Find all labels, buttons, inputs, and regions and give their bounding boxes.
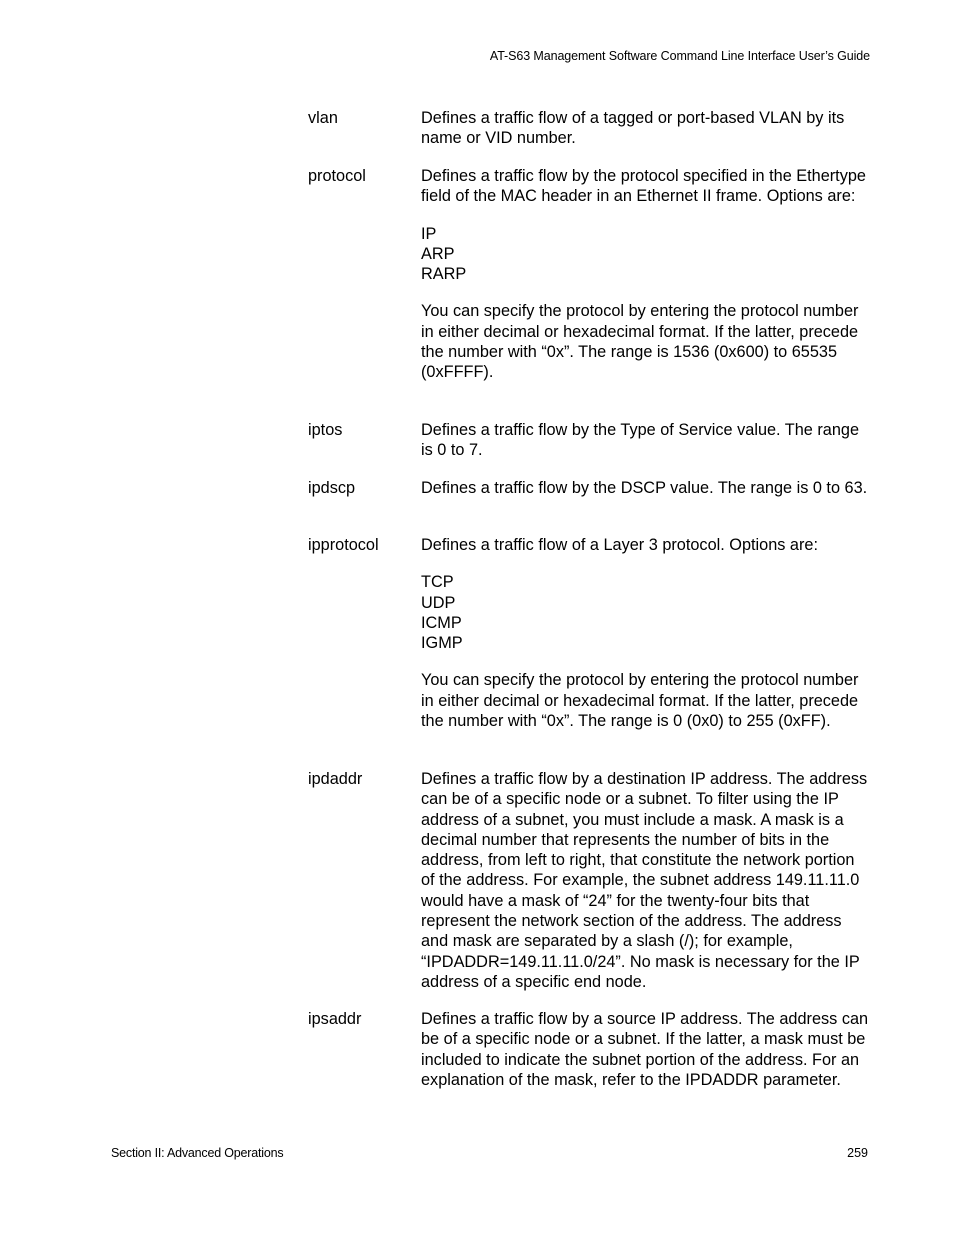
option-list bbox=[421, 572, 871, 653]
option-item: ARP bbox=[421, 244, 455, 263]
param-note: You can specify the protocol by entering the protocol number in either decimal or hexadecimal format. If the latter, precede the number with “0x”. The range is 0 (0x0) to 255 (0xFF). bbox=[421, 671, 859, 731]
param-name: iptos bbox=[308, 421, 343, 439]
param-name: protocol bbox=[308, 167, 366, 185]
param-name: ipdscp bbox=[308, 479, 356, 497]
param-ipsaddr bbox=[308, 1009, 888, 1090]
param-vlan bbox=[308, 108, 888, 149]
param-description-text: Defines a traffic flow by a destination IP address. The address can be of a specific node or a subnet. To filter using the IP address of a subnet, you must include a mask. A mask is a decimal number that represents the number of bits in the address, from left to right, that constitute the network portion of the address. For example, the subnet address 149.11.11.0 would have a mask of “24” for the twenty-four bits that represent the network section of the address. The address and mask are separated by a slash (/); for example, “IPDADDR=149.11.11.0/24”. No mask is necessary for the IP address of a specific end node. bbox=[421, 770, 868, 991]
param-iptos bbox=[308, 420, 888, 461]
param-description-text: Defines a traffic flow of a tagged or port-based VLAN by its name or VID number. bbox=[421, 109, 845, 148]
param-description bbox=[421, 166, 871, 383]
param-ipprotocol bbox=[308, 535, 888, 731]
param-description-text: Defines a traffic flow by the DSCP value. The range is 0 to 63. bbox=[421, 479, 868, 497]
param-name: ipsaddr bbox=[308, 1010, 362, 1028]
param-description-text: Defines a traffic flow by the protocol specified in the Ethertype field of the MAC header in an Ethernet II frame. Options are: bbox=[421, 167, 866, 206]
param-name: ipprotocol bbox=[308, 536, 379, 554]
param-description-text: Defines a traffic flow by a source IP address. The address can be of a specific node or a subnet. If the latter, a mask must be included to indicate the subnet portion of the address. For an explanation of the mask, refer to the IPDADDR parameter. bbox=[421, 1010, 869, 1089]
option-item: TCP bbox=[421, 573, 454, 592]
param-description-text: Defines a traffic flow of a Layer 3 protocol. Options are: bbox=[421, 536, 818, 554]
running-header: AT-S63 Management Software Command Line Interface User’s Guide bbox=[489, 49, 870, 63]
param-description bbox=[421, 478, 871, 498]
param-protocol bbox=[308, 166, 888, 383]
param-ipdaddr bbox=[308, 769, 888, 992]
page-number: 259 bbox=[847, 1146, 868, 1160]
param-name: vlan bbox=[308, 109, 338, 127]
param-description-text: Defines a traffic flow by the Type of Service value. The range is 0 to 7. bbox=[421, 421, 860, 460]
param-description bbox=[421, 535, 871, 731]
param-description bbox=[421, 1009, 871, 1090]
param-ipdscp bbox=[308, 478, 888, 498]
param-description bbox=[421, 108, 871, 149]
param-name: ipdaddr bbox=[308, 770, 363, 788]
option-item: IGMP bbox=[421, 634, 463, 653]
option-list bbox=[421, 224, 871, 285]
option-item: UDP bbox=[421, 593, 456, 612]
param-description bbox=[421, 769, 871, 992]
param-note: You can specify the protocol by entering the protocol number in either decimal or hexadecimal format. If the latter, precede the number with “0x”. The range is 1536 (0x600) to 65535 (0xFFFF). bbox=[421, 302, 859, 382]
option-item: RARP bbox=[421, 265, 467, 284]
option-item: IP bbox=[421, 224, 437, 243]
footer-section: Section II: Advanced Operations bbox=[111, 1146, 284, 1160]
param-description bbox=[421, 420, 871, 461]
option-item: ICMP bbox=[421, 613, 462, 632]
